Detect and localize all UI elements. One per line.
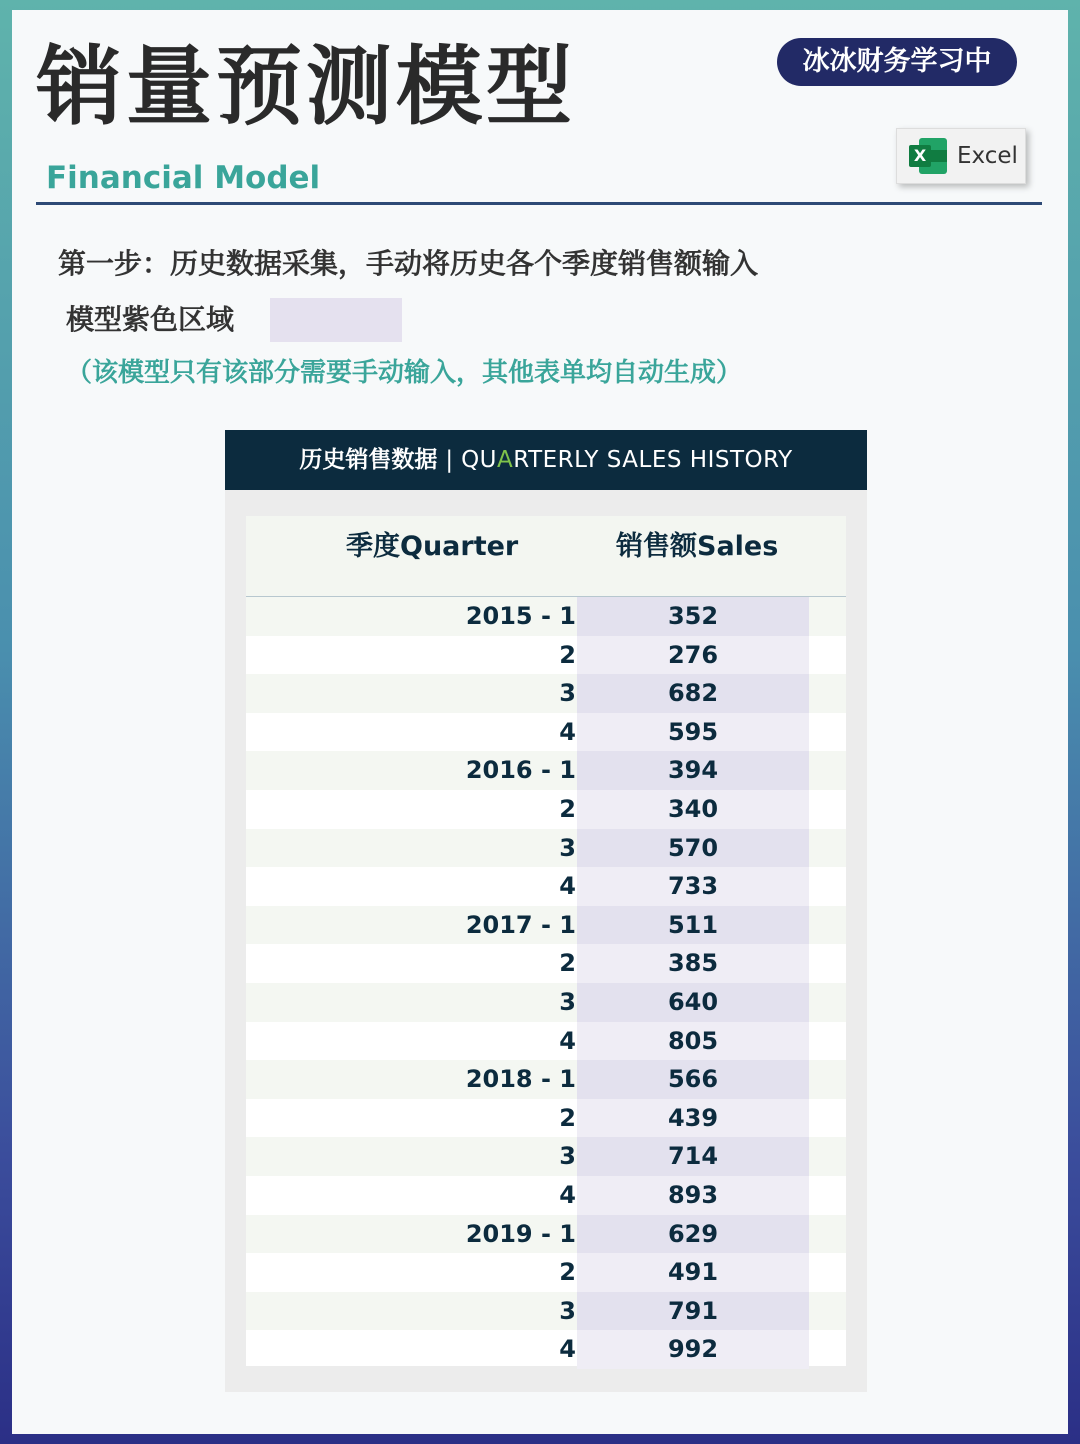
- quarter-cell: 4: [559, 1180, 576, 1209]
- quarter-cell: 2015 - 1: [465, 602, 576, 630]
- quarter-cell: 2: [559, 794, 576, 823]
- quarter-cell: 2019 - 1: [465, 1219, 576, 1248]
- excel-icon: X: [909, 138, 947, 174]
- sales-cell[interactable]: 640: [577, 983, 809, 1022]
- quarter-cell: 3: [559, 987, 576, 1016]
- sales-history-table: [225, 430, 867, 1392]
- table-row: [246, 867, 846, 906]
- table-title: [225, 430, 867, 490]
- sales-cell[interactable]: 805: [577, 1022, 809, 1061]
- quarter-cell: 2: [559, 949, 576, 978]
- quarter-cell: 4: [559, 1026, 576, 1055]
- content-card: [12, 10, 1068, 1434]
- table-row: [246, 1253, 846, 1292]
- table-row: [246, 983, 846, 1022]
- quarter-cell: 4: [559, 1335, 576, 1364]
- table-row: [246, 1176, 846, 1215]
- table-row: [246, 713, 846, 752]
- quarter-cell: 4: [559, 872, 576, 901]
- quarter-cell: 3: [559, 1296, 576, 1325]
- table-column-header: [246, 516, 846, 597]
- table-row: [246, 1022, 846, 1061]
- table-row: [246, 906, 846, 945]
- quarter-cell: 3: [559, 679, 576, 708]
- sales-cell[interactable]: 394: [577, 751, 809, 790]
- table-row: [246, 1099, 846, 1138]
- quarter-cell: 2017 - 1: [465, 910, 576, 939]
- table-row: [246, 751, 846, 790]
- sales-cell[interactable]: 511: [577, 906, 809, 945]
- table-row: [246, 944, 846, 983]
- sales-cell[interactable]: 629: [577, 1215, 809, 1254]
- quarter-cell: 3: [559, 833, 576, 862]
- table-row: [246, 1137, 846, 1176]
- table-row: [246, 636, 846, 675]
- table-row: [246, 1292, 846, 1331]
- table-title-cn: 历史销售数据: [299, 447, 438, 473]
- quarter-cell: 2: [559, 640, 576, 669]
- page-subtitle: Financial Model: [46, 160, 321, 196]
- column-header-sales: 销售额Sales: [616, 531, 779, 562]
- quarter-cell: 2: [559, 1258, 576, 1287]
- sales-cell[interactable]: 714: [577, 1137, 809, 1176]
- step-instruction-cont: 模型紫色区域: [66, 303, 235, 336]
- table-title-en: QUARTERLY SALES HISTORY: [461, 447, 793, 473]
- column-header-quarter: 季度Quarter: [346, 531, 519, 562]
- table-rows: [246, 597, 846, 1369]
- sales-cell[interactable]: 791: [577, 1292, 809, 1331]
- sales-cell[interactable]: 570: [577, 829, 809, 868]
- table-row: [246, 1215, 846, 1254]
- title-divider: [36, 202, 1042, 205]
- sales-cell[interactable]: 992: [577, 1330, 809, 1369]
- table-row: [246, 597, 846, 636]
- table-row: [246, 829, 846, 868]
- quarter-cell: 2018 - 1: [465, 1065, 576, 1094]
- excel-label: Excel: [957, 143, 1018, 169]
- quarter-cell: 2: [559, 1103, 576, 1132]
- table-body: [246, 516, 846, 1366]
- table-row: [246, 1060, 846, 1099]
- table-row: [246, 790, 846, 829]
- excel-badge: [896, 128, 1026, 184]
- quarter-cell: 2016 - 1: [465, 756, 576, 785]
- table-row: [246, 674, 846, 713]
- author-badge: 冰冰财务学习中: [777, 38, 1017, 86]
- input-area-swatch: [270, 298, 402, 342]
- sales-cell[interactable]: 733: [577, 867, 809, 906]
- sales-cell[interactable]: 276: [577, 636, 809, 675]
- sales-cell[interactable]: 491: [577, 1253, 809, 1292]
- sales-cell[interactable]: 439: [577, 1099, 809, 1138]
- sales-cell[interactable]: 893: [577, 1176, 809, 1215]
- step-instruction: 第一步：历史数据采集，手动将历史各个季度销售额输入: [58, 247, 759, 280]
- sales-cell[interactable]: 385: [577, 944, 809, 983]
- quarter-cell: 4: [559, 717, 576, 746]
- quarter-cell: 3: [559, 1142, 576, 1171]
- sales-cell[interactable]: 352: [577, 597, 809, 636]
- page-title: 销量预测模型: [36, 37, 576, 137]
- sales-cell[interactable]: 566: [577, 1060, 809, 1099]
- input-note: （该模型只有该部分需要手动输入，其他表单均自动生成）: [66, 358, 743, 388]
- sales-cell[interactable]: 595: [577, 713, 809, 752]
- sales-cell[interactable]: 682: [577, 674, 809, 713]
- table-title-separator: |: [445, 447, 454, 473]
- sales-cell[interactable]: 340: [577, 790, 809, 829]
- table-row: [246, 1330, 846, 1369]
